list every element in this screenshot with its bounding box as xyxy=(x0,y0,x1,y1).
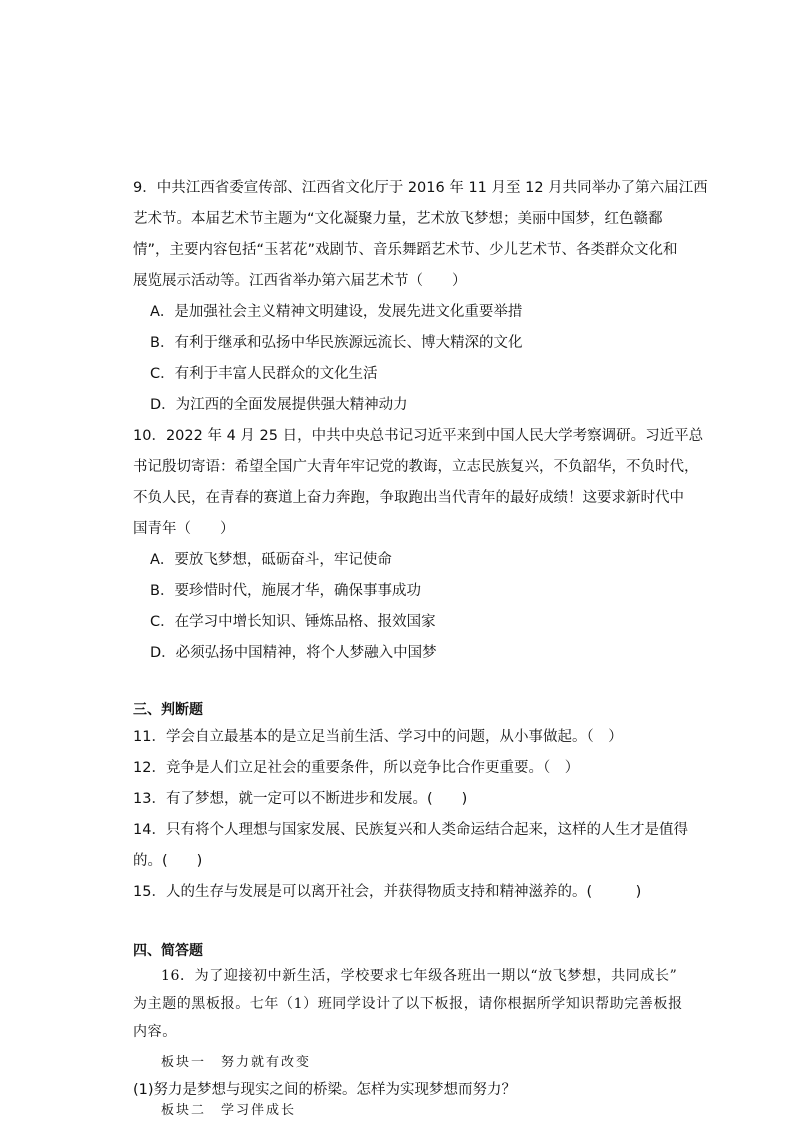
section3-title: 三、判断题 xyxy=(133,702,203,718)
q10-stem-line-3: 不负人民，在青春的赛道上奋力奔跑，争取跑出当代青年的最好成绩！这要求新时代中 xyxy=(133,490,684,506)
q9-option-d: D．为江西的全面发展提供强大精神动力 xyxy=(150,397,408,413)
q9-stem-line-3: 情”，主要内容包括“玉茗花”戏剧节、音乐舞蹈艺术节、少儿艺术节、各类群众文化和 xyxy=(133,242,678,258)
q9-stem-line-2: 艺术节。本届艺术节主题为“文化凝聚力量，艺术放飞梦想；美丽中国梦，红色赣鄱 xyxy=(133,211,663,227)
q9-option-c: C．有利于丰富人民群众的文化生活 xyxy=(150,366,378,382)
q14-statement-line-2: 的。( ) xyxy=(133,853,203,869)
q13-statement: 13．有了梦想，就一定可以不断进步和发展。( ) xyxy=(133,791,468,807)
section4-title: 四、简答题 xyxy=(133,943,203,959)
q16-stem-line-2: 为主题的黑板报。七年（1）班同学设计了以下板报，请你根据所学知识帮助完善板报 xyxy=(133,996,683,1012)
q11-statement: 11．学会自立最基本的是立足当前生活、学习中的问题，从小事做起。（ ） xyxy=(133,729,623,745)
q10-option-c: C．在学习中增长知识、锤炼品格、报效国家 xyxy=(150,614,436,630)
q10-stem-line-1: 10．2022 年 4 月 25 日，中共中央总书记习近平来到中国人民大学考察调研。习近平总 xyxy=(133,428,704,444)
q10-option-b: B．要珍惜时代，施展才华，确保事事成功 xyxy=(150,583,421,599)
q16-stem-line-1: 16．为了迎接初中新生活，学校要求七年级各班出一期以“放飞梦想，共同成长” xyxy=(161,968,678,984)
q16-stem-line-3: 内容。 xyxy=(133,1024,177,1040)
q10-option-a: A．要放飞梦想，砥砺奋斗，牢记使命 xyxy=(150,552,392,568)
q9-stem-line-1: 9．中共江西省委宣传部、江西省文化厅于 2016 年 11 月至 12 月共同举办了第六届江西 xyxy=(133,180,708,196)
board-section-2: 板块二 学习伴成长 xyxy=(161,1103,297,1118)
q9-option-b: B．有利于继承和弘扬中华民族源远流长、博大精深的文化 xyxy=(150,335,523,351)
q16-subquestion-1: (1)努力是梦想与现实之间的桥梁。怎样为实现梦想而努力？ xyxy=(133,1082,517,1098)
q10-stem-line-4: 国青年（ ） xyxy=(133,521,235,537)
q9-stem-line-4: 展览展示活动等。江西省举办第六届艺术节（ ） xyxy=(133,273,467,289)
q15-statement: 15．人的生存与发展是可以离开社会，并获得物质支持和精神滋养的。( ) xyxy=(133,884,642,900)
q10-option-d: D．必须弘扬中国精神，将个人梦融入中国梦 xyxy=(150,645,437,661)
q12-statement: 12．竞争是人们立足社会的重要条件，所以竞争比合作更重要。（ ） xyxy=(133,760,580,776)
q9-option-a: A．是加强社会主义精神文明建设，发展先进文化重要举措 xyxy=(150,304,523,320)
board-section-1: 板块一 努力就有改变 xyxy=(161,1055,312,1070)
q10-stem-line-2: 书记殷切寄语：希望全国广大青年牢记党的教诲，立志民族复兴，不负韶华，不负时代， xyxy=(133,459,699,475)
q14-statement-line-1: 14．只有将个人理想与国家发展、民族复兴和人类命运结合起来，这样的人生才是值得 xyxy=(133,822,688,838)
